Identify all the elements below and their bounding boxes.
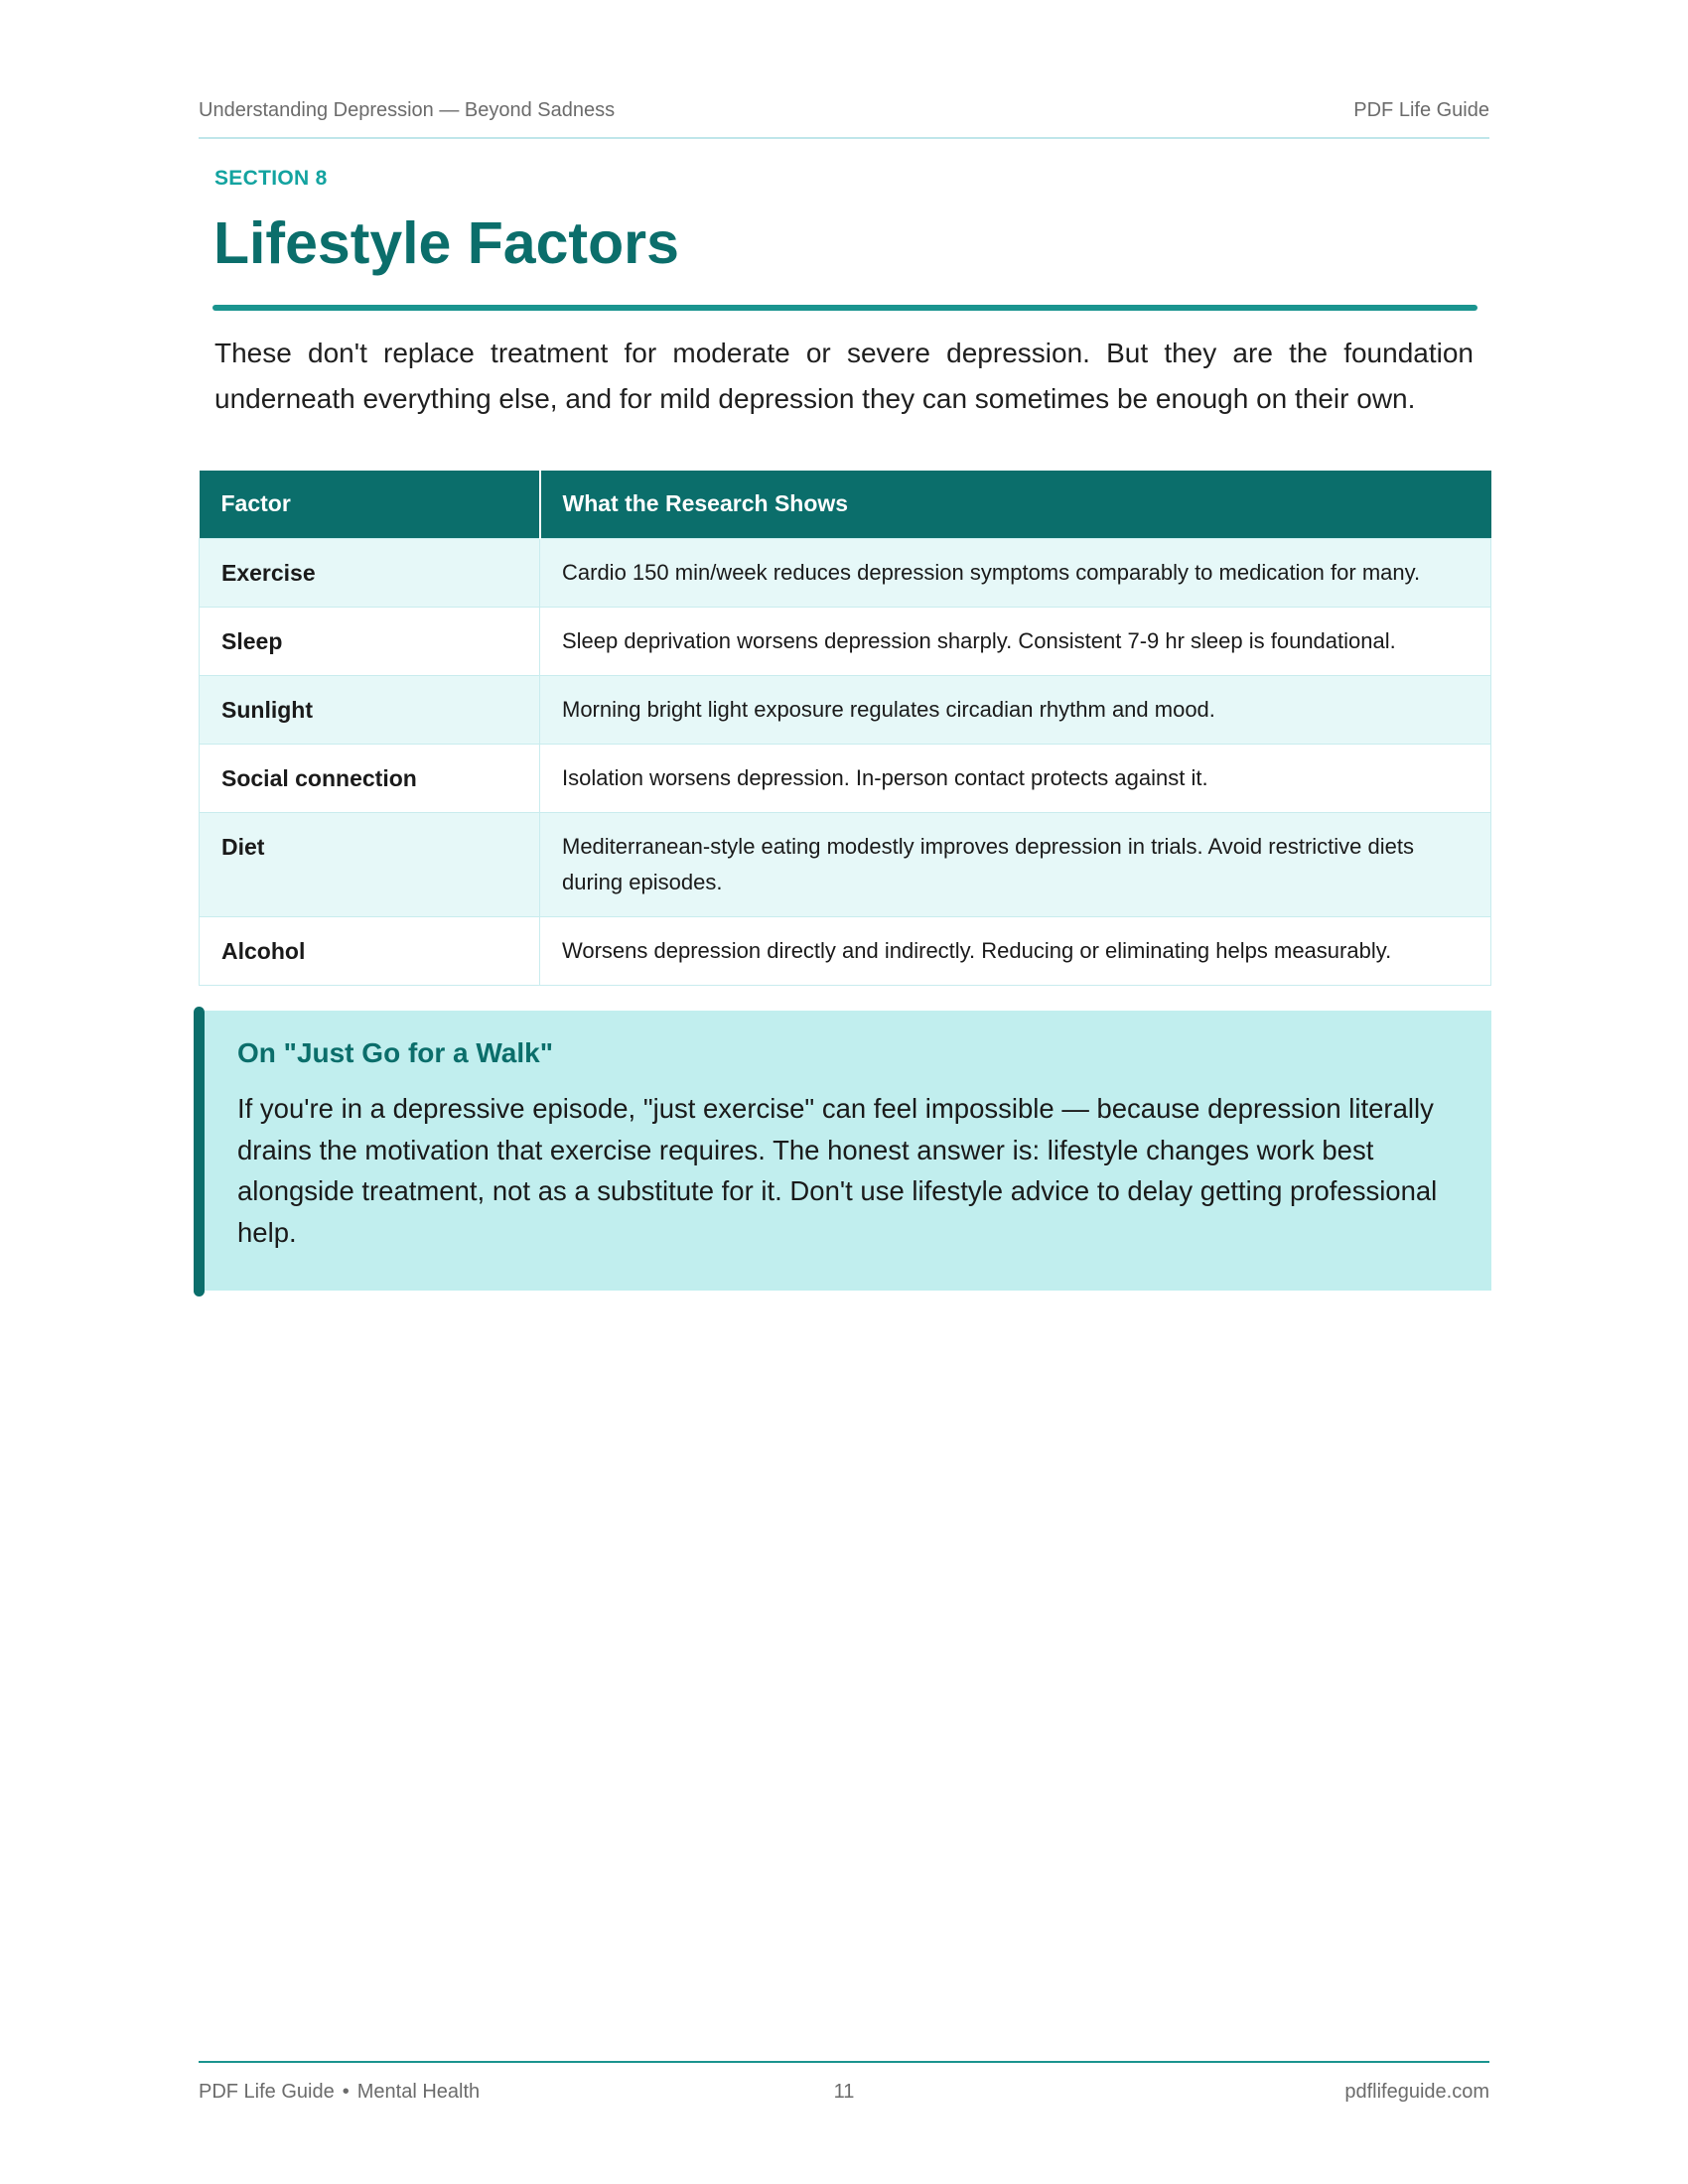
column-header-research: What the Research Shows	[540, 471, 1491, 538]
footer-separator: •	[342, 2081, 350, 2103]
intro-paragraph: These don't replace treatment for moderate or severe depression. But they are the foundation underneath everything else, and for mild depression they can sometimes be enough on their own.	[214, 338, 1474, 414]
finding-cell: Sleep deprivation worsens depression sharply. Consistent 7-9 hr sleep is foundational.	[540, 607, 1491, 675]
table-header-row	[200, 471, 1491, 538]
callout-title: On "Just Go for a Walk"	[237, 1037, 553, 1068]
page-number: 11	[833, 2081, 855, 2103]
table-row	[200, 538, 1491, 607]
factor-cell: Sunlight	[200, 675, 540, 744]
callout-box	[194, 1011, 1491, 1291]
footer-website: pdflifeguide.com	[1344, 2081, 1489, 2103]
finding-cell: Worsens depression directly and indirectly. Reducing or eliminating helps measurably.	[540, 916, 1491, 985]
lifestyle-factors-table	[199, 471, 1491, 986]
callout-body: If you're in a depressive episode, "just exercise" can feel impossible — because depression literally drains the motivation that exercise requires. The honest answer is: lifestyle changes work best alongside treatment, not as a substitute for it. Don't use lifestyle advice to delay getting professional help.	[237, 1093, 1438, 1248]
finding-cell: Morning bright light exposure regulates circadian rhythm and mood.	[540, 675, 1491, 744]
table-row	[200, 916, 1491, 985]
finding-cell: Cardio 150 min/week reduces depression symptoms comparably to medication for many.	[540, 538, 1491, 607]
title-divider	[212, 305, 1477, 311]
brand-name: PDF Life Guide	[1353, 99, 1489, 121]
table-row	[200, 675, 1491, 744]
document-title: Understanding Depression — Beyond Sadness	[199, 99, 616, 121]
running-header	[199, 99, 1489, 139]
factor-cell: Exercise	[200, 538, 540, 607]
column-header-factor: Factor	[200, 471, 540, 538]
footer-brand: PDF Life Guide	[199, 2081, 335, 2103]
table-row	[200, 744, 1491, 812]
page-title: Lifestyle Factors	[213, 210, 679, 276]
footer-category: Mental Health	[356, 2081, 481, 2103]
factor-cell: Sleep	[200, 607, 540, 675]
factor-cell: Diet	[200, 812, 540, 916]
page-footer	[199, 2061, 1489, 2122]
callout-accent-bar	[194, 1007, 205, 1297]
finding-cell: Isolation worsens depression. In-person contact protects against it.	[540, 744, 1491, 812]
factor-cell: Social connection	[200, 744, 540, 812]
section-label: SECTION 8	[214, 167, 328, 190]
finding-cell: Mediterranean-style eating modestly improves depression in trials. Avoid restrictive diets during episodes.	[540, 812, 1491, 916]
factor-cell: Alcohol	[200, 916, 540, 985]
table-row	[200, 607, 1491, 675]
table-row	[200, 812, 1491, 916]
